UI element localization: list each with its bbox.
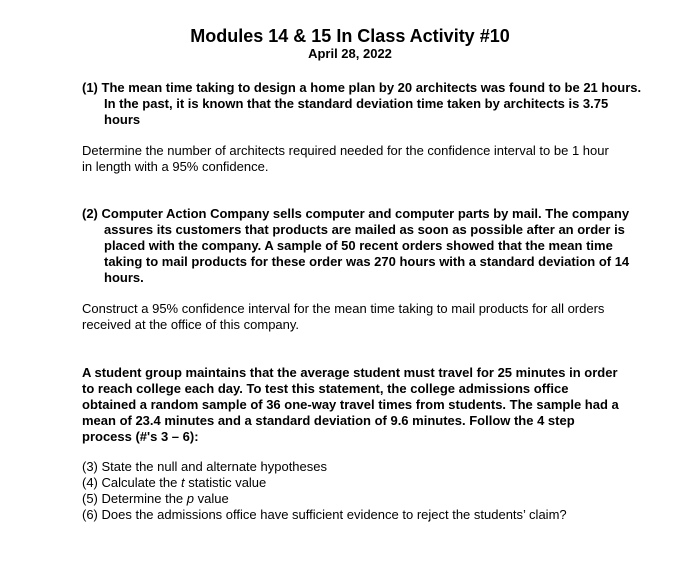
step-5-prefix: (5) Determine the [82,491,187,506]
problem-2-question: (2) Computer Action Company sells computer and computer parts by mail. The company assures its customers that products are mailed as soon as possible after an order is placed with the company. A sample of 50 recent orders showed that the mean time taking to mail products for these order was 270 hours with a standard deviation of 14 hours. [82,206,630,285]
problem-1-question: (1) The mean time taking to design a home plan by 20 architects was found to be 21 hours. In the past, it is known that the standard deviation time taken by architects is 3.75 hours [82,80,642,127]
problem-2-instruction: Construct a 95% confidence interval for the mean time taking to mail products for all orders received at the office of this company. [82,301,605,332]
step-4-variable: t [181,475,185,490]
step-4-suffix: statistic value [184,475,267,490]
step-3-text: (3) State the null and alternate hypotheses [82,459,327,474]
step-5-suffix: value [194,491,229,506]
step-5-text [82,491,622,507]
step-list [82,459,622,523]
problem-1-instruction: Determine the number of architects required needed for the confidence interval to be 1 hour in length with a 95% confidence. [82,143,609,174]
step-4-text [82,475,622,491]
step-6-text: (6) Does the admissions office have sufficient evidence to reject the students’ claim? [82,507,567,522]
page-date: April 28, 2022 [308,46,392,61]
step-5-variable: p [186,491,194,506]
scenario-paragraph: A student group maintains that the average student must travel for 25 minutes in order to reach college each day. To test this statement, the college admissions office obtained a random sample of 36 one-way travel times from students. The sample had a mean of 23.4 minutes and a standard deviation of 9.6 minutes. Follow the 4 step process (#'s 3 – 6): [82,365,619,444]
page-title: Modules 14 & 15 In Class Activity #10 [190,26,510,46]
step-4-prefix: (4) Calculate the [82,475,181,490]
